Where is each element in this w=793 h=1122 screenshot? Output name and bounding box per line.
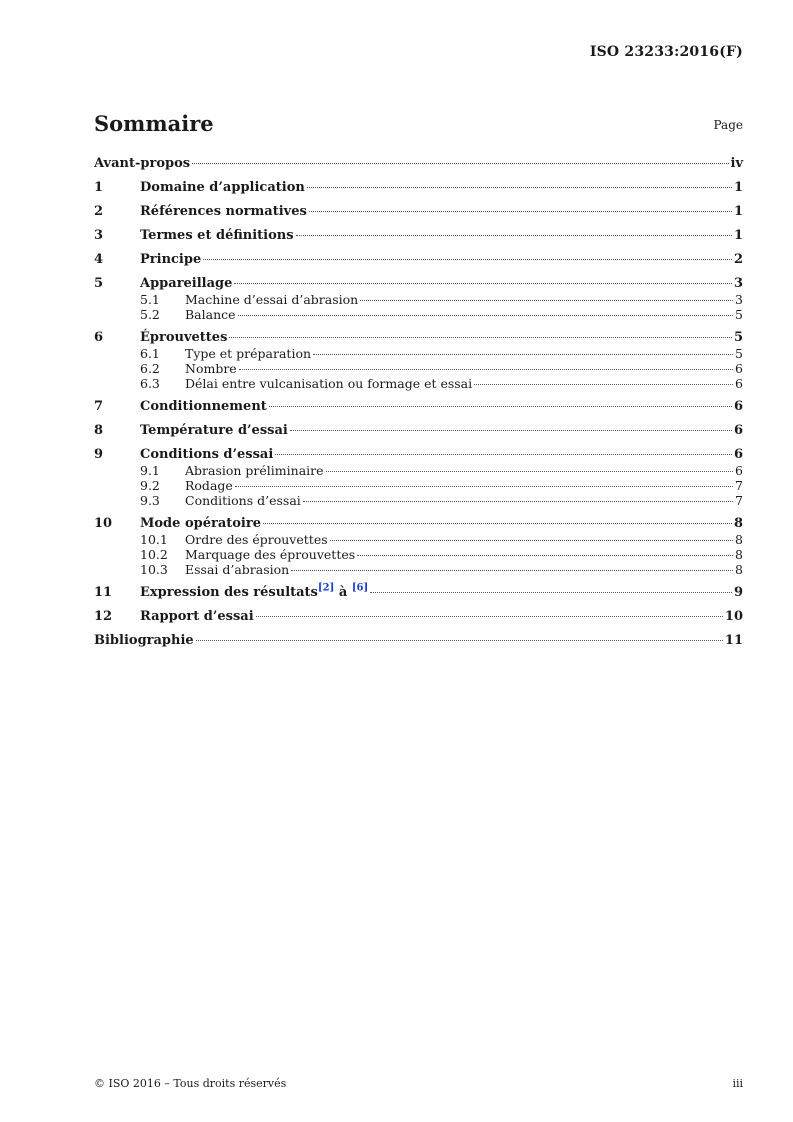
toc-subentry-title: Ordre des éprouvettes xyxy=(185,532,328,547)
dot-leader xyxy=(192,163,728,164)
toc-entry-title-text: Température d’essai xyxy=(140,423,288,438)
toc-subentry-title: Essai d’abrasion xyxy=(185,562,290,577)
toc-entry-title-text: Conditions d’essai xyxy=(140,447,274,462)
toc-entry-title xyxy=(140,330,227,346)
toc-subentry-number: 10.1 xyxy=(140,532,168,547)
toc-subentry-page: 5 xyxy=(735,346,743,361)
toc-entry-number: 5 xyxy=(94,276,104,291)
toc-subentry-number: 9.3 xyxy=(140,493,160,508)
toc-entry-page: 6 xyxy=(733,423,743,438)
dot-leader xyxy=(309,211,732,212)
toc-subentry-number: 5.1 xyxy=(140,292,160,307)
toc-subentry-title: Nombre xyxy=(185,361,237,376)
dot-leader xyxy=(303,501,733,502)
toc-entry-title-text: Bibliographie xyxy=(94,633,194,648)
toc-entry-title xyxy=(140,516,261,532)
footer-copyright: © ISO 2016 – Tous droits réservés xyxy=(94,1077,287,1090)
toc-entry-title-text: Expression des résultats xyxy=(140,585,318,600)
toc-subentry-title: Conditions d’essai xyxy=(185,493,301,508)
toc-entry-title xyxy=(140,447,273,463)
toc-subentry-number: 10.2 xyxy=(140,547,168,562)
dot-leader xyxy=(234,283,732,284)
page-column-label: Page xyxy=(713,118,743,132)
toc-entry-page: 1 xyxy=(733,228,743,243)
toc-entry-title xyxy=(140,276,232,292)
dot-leader xyxy=(370,592,732,593)
toc-entry-number: 2 xyxy=(94,204,104,219)
toc-subentry[interactable] xyxy=(94,493,743,508)
toc-entry-title xyxy=(140,609,254,625)
toc-subentry[interactable] xyxy=(94,478,743,493)
toc-entry-number: 11 xyxy=(94,585,113,600)
toc-subentry-page: 6 xyxy=(735,361,743,376)
toc-entry-title: Expression des résultats[2] à [6] xyxy=(140,582,369,600)
dot-leader xyxy=(290,430,732,431)
toc-subentry[interactable] xyxy=(94,361,743,376)
toc-subentry-title: Type et préparation xyxy=(185,346,312,361)
dot-leader xyxy=(326,471,734,472)
toc-entry-title xyxy=(140,423,288,439)
toc-entry-number: 7 xyxy=(94,399,104,414)
toc-entry-title xyxy=(140,399,267,415)
toc-subentry-page: 3 xyxy=(735,292,743,307)
dot-leader xyxy=(357,555,733,556)
footer-page-number: iii xyxy=(732,1077,743,1090)
toc-subentry[interactable] xyxy=(94,307,743,322)
toc-subentry-number: 6.1 xyxy=(140,346,160,361)
toc-entry-title-text: Principe xyxy=(140,252,202,267)
dot-leader xyxy=(330,540,733,541)
toc-subentry-number: 9.1 xyxy=(140,463,160,478)
dot-leader xyxy=(291,570,733,571)
toc-subentry[interactable] xyxy=(94,346,743,361)
toc-entry-page: 1 xyxy=(733,204,743,219)
toc-entry-number: 6 xyxy=(94,330,104,345)
document-id: ISO 23233:2016(F) xyxy=(589,44,743,60)
citation-connector: à xyxy=(334,585,352,600)
dot-leader xyxy=(196,640,723,641)
dot-leader xyxy=(229,337,732,338)
toc-subentry-number: 10.3 xyxy=(140,562,168,577)
toc-entry[interactable] xyxy=(94,180,743,196)
toc-entry-number: 4 xyxy=(94,252,104,267)
toc-subentry-number: 9.2 xyxy=(140,478,160,493)
toc-entry-page: 11 xyxy=(724,633,743,648)
toc-entry[interactable] xyxy=(94,252,743,268)
toc-subentry-title: Balance xyxy=(185,307,236,322)
toc-entry-title xyxy=(140,228,294,244)
toc-subentry[interactable] xyxy=(94,547,743,562)
toc-subentry-title: Abrasion préliminaire xyxy=(185,463,324,478)
toc-subentry[interactable] xyxy=(94,292,743,307)
dot-leader xyxy=(269,406,732,407)
dot-leader xyxy=(307,187,732,188)
toc-subentry[interactable] xyxy=(94,376,743,391)
toc-entry[interactable] xyxy=(94,447,743,463)
toc-entry[interactable] xyxy=(94,330,743,346)
toc-subentry-number: 6.2 xyxy=(140,361,160,376)
toc-entry-title-text: Références normatives xyxy=(140,204,307,219)
toc-entry-page: 6 xyxy=(733,447,743,462)
toc-subentry[interactable] xyxy=(94,562,743,577)
toc-entry[interactable] xyxy=(94,204,743,220)
toc-entry-title-text: Avant-propos xyxy=(94,156,191,171)
toc-entry-page: 2 xyxy=(733,252,743,267)
toc-entry-page: 10 xyxy=(724,609,743,624)
toc-entry[interactable] xyxy=(94,633,743,649)
toc-subentry-title: Rodage xyxy=(185,478,233,493)
toc-entry-title-text: Rapport d’essai xyxy=(140,609,254,624)
toc-entry-number: 1 xyxy=(94,180,104,195)
toc-entry[interactable] xyxy=(94,582,743,601)
citation-link[interactable]: 6 xyxy=(356,582,364,594)
dot-leader xyxy=(238,315,734,316)
toc-subentry-page: 6 xyxy=(735,463,743,478)
toc-entry-title-text: Mode opératoire xyxy=(140,516,261,531)
toc-subentry-page: 5 xyxy=(735,307,743,322)
dot-leader xyxy=(235,486,733,487)
toc-subentry-page: 6 xyxy=(735,376,743,391)
toc-entry-title-text: Conditionnement xyxy=(140,399,267,414)
dot-leader xyxy=(313,354,733,355)
toc-entry[interactable] xyxy=(94,423,743,439)
toc-entry-page: 9 xyxy=(733,585,743,600)
toc-subentry-page: 7 xyxy=(735,478,743,493)
toc-entry-number: 9 xyxy=(94,447,104,462)
dot-leader xyxy=(256,616,723,617)
toc-subentry[interactable] xyxy=(94,463,743,478)
toc-entry-page: 6 xyxy=(733,399,743,414)
toc-subentry-number: 6.3 xyxy=(140,376,160,391)
toc-entry-title-text: Appareillage xyxy=(140,276,233,291)
toc-entry-number: 3 xyxy=(94,228,104,243)
toc-entry-number: 10 xyxy=(94,516,113,531)
toc-subentry-title: Machine d’essai d’abrasion xyxy=(185,292,359,307)
toc-entry-number: 12 xyxy=(94,609,113,624)
toc-entry-title xyxy=(140,252,201,268)
toc-subentry[interactable] xyxy=(94,532,743,547)
toc-entry-title xyxy=(140,204,307,220)
table-of-contents xyxy=(94,156,743,649)
toc-entry-page: 5 xyxy=(733,330,743,345)
toc-entry[interactable] xyxy=(94,399,743,415)
toc-entry-title-text: Termes et définitions xyxy=(140,228,294,243)
toc-entry-page: 1 xyxy=(733,180,743,195)
toc-subentry-page: 8 xyxy=(735,547,743,562)
toc-subentry-title: Marquage des éprouvettes xyxy=(185,547,356,562)
toc-entry-title-text: Éprouvettes xyxy=(140,330,228,345)
dot-leader xyxy=(203,259,732,260)
dot-leader xyxy=(296,235,732,236)
citation-link[interactable]: 2 xyxy=(322,582,330,594)
toc-title: Sommaire xyxy=(94,111,214,136)
toc-entry-page: iv xyxy=(730,156,743,171)
toc-entry[interactable] xyxy=(94,156,743,172)
dot-leader xyxy=(263,523,732,524)
toc-entry[interactable] xyxy=(94,276,743,292)
toc-entry-page: 3 xyxy=(733,276,743,291)
dot-leader xyxy=(360,300,733,301)
toc-subentry-number: 5.2 xyxy=(140,307,160,322)
dot-leader xyxy=(275,454,732,455)
toc-subentry-page: 8 xyxy=(735,562,743,577)
dot-leader xyxy=(239,369,733,370)
toc-entry[interactable] xyxy=(94,516,743,532)
toc-subentry-page: 7 xyxy=(735,493,743,508)
toc-entry-title-text: Domaine d’application xyxy=(140,180,305,195)
toc-entry-page: 8 xyxy=(733,516,743,531)
toc-entry-number: 8 xyxy=(94,423,104,438)
toc-entry-title xyxy=(94,633,194,649)
toc-subentry-title: Délai entre vulcanisation ou formage et essai xyxy=(185,376,473,391)
dot-leader xyxy=(474,384,733,385)
toc-entry-title xyxy=(94,156,190,172)
toc-entry[interactable] xyxy=(94,609,743,625)
toc-entry[interactable] xyxy=(94,228,743,244)
toc-entry-title xyxy=(140,180,305,196)
toc-subentry-page: 8 xyxy=(735,532,743,547)
